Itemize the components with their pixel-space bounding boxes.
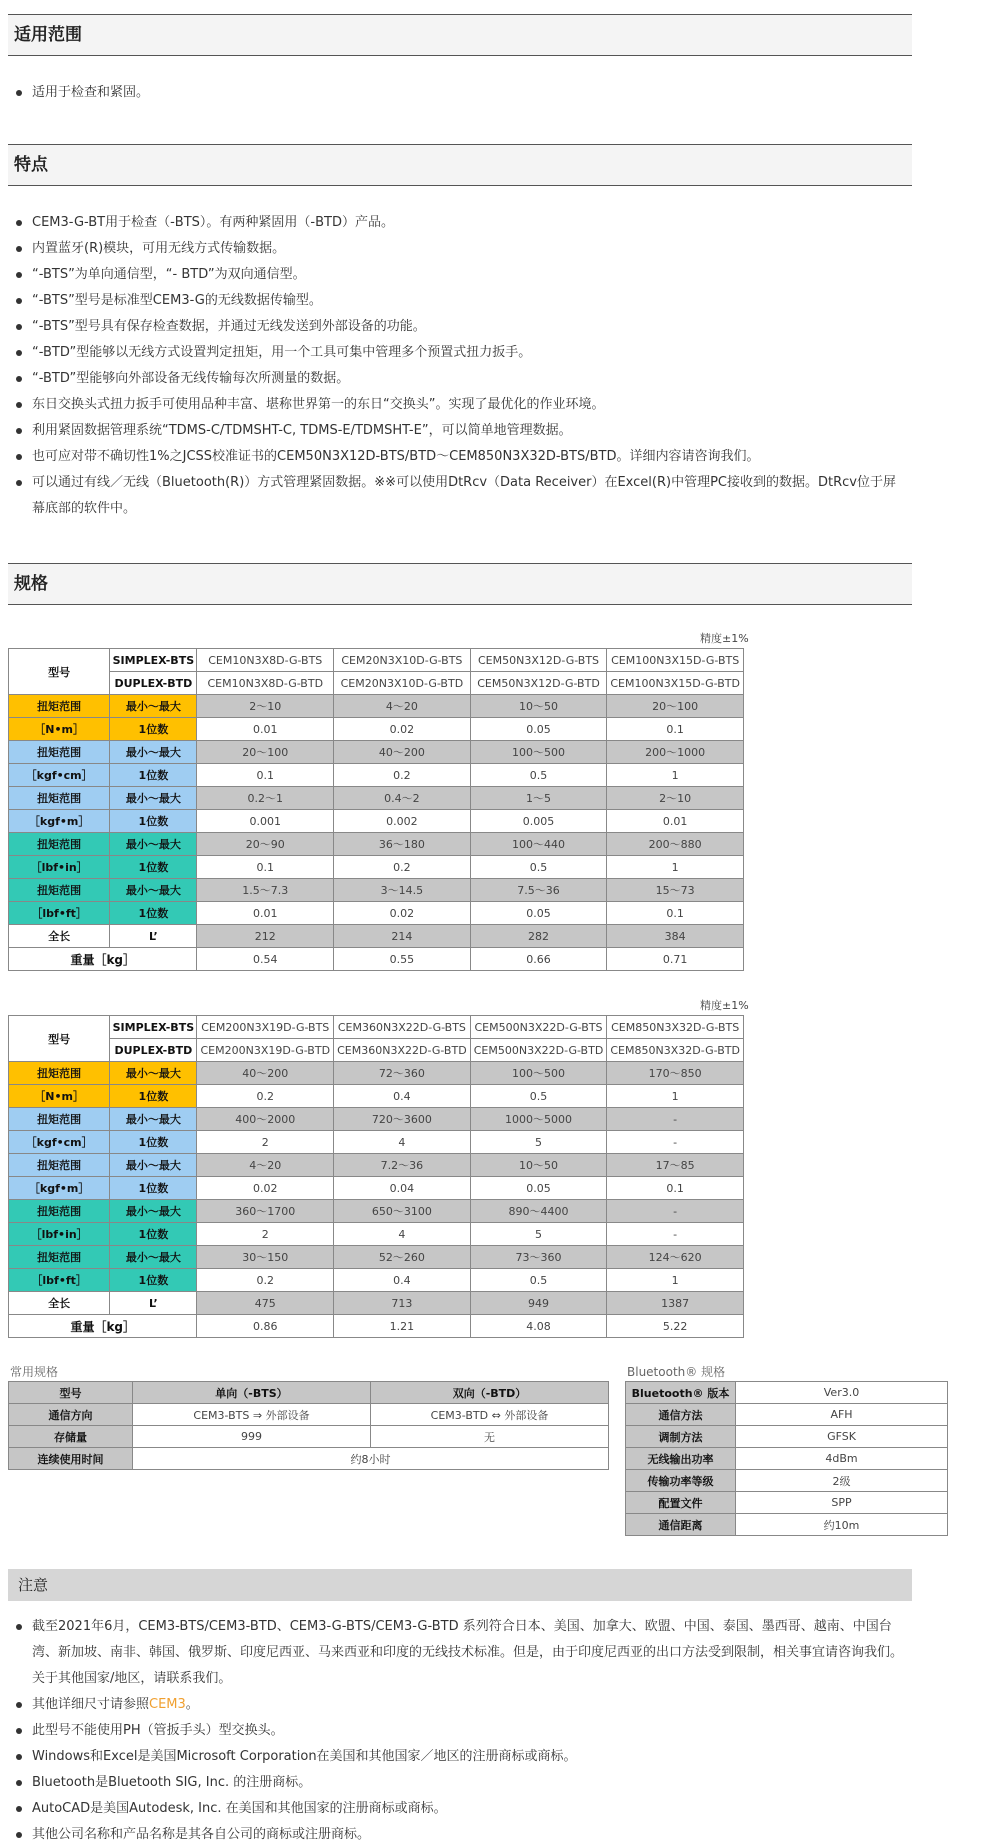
model-name: CEM50N3X12D-G-BTS — [470, 649, 607, 672]
digit-cell: 0.1 — [197, 856, 334, 879]
row-label: Bluetooth® 版本 — [626, 1382, 736, 1404]
table-header-cell: 单向（-BTS） — [133, 1382, 371, 1404]
simplex-label: SIMPLEX-BTS — [110, 649, 197, 672]
model-name: CEM200N3X19D-G-BTD — [197, 1039, 334, 1062]
dims-prefix: 其他详细尺寸请参照 — [32, 1697, 150, 1712]
digit-cell: - — [607, 1223, 744, 1246]
list-item: 利用紧固数据管理系统“TDMS-C/TDMSHT-C, TDMS-E/TDMSHT-E”，可以简单地管理数据。 — [32, 418, 908, 444]
unit-label: ［kgf•m］ — [9, 1177, 110, 1200]
range-cell: 4～20 — [197, 1154, 334, 1177]
min-max-label: 最小～最大 — [110, 879, 197, 902]
digit-cell: 0.05 — [470, 1177, 607, 1200]
digit-cell: 1 — [607, 1085, 744, 1108]
range-cell: 1000～5000 — [470, 1108, 607, 1131]
model-name: CEM10N3X8D-G-BTS — [197, 649, 334, 672]
digit-cell: 1 — [607, 1269, 744, 1292]
range-cell: - — [607, 1200, 744, 1223]
table-header-cell: 双向（-BTD） — [371, 1382, 609, 1404]
list-item — [32, 1692, 908, 1718]
range-cell: 20～90 — [197, 833, 334, 856]
range-cell: 100～500 — [470, 741, 607, 764]
model-label: 型号 — [9, 1016, 110, 1062]
digit-cell: 2 — [197, 1223, 334, 1246]
range-cell: 36～180 — [334, 833, 471, 856]
digit-cell: 0.05 — [470, 718, 607, 741]
table-cell: 999 — [133, 1426, 371, 1448]
length-cell: 713 — [334, 1292, 471, 1315]
min-max-label: 最小～最大 — [110, 1200, 197, 1223]
range-cell: 360～1700 — [197, 1200, 334, 1223]
digit-cell: 0.2 — [197, 1085, 334, 1108]
row-label: 配置文件 — [626, 1492, 736, 1514]
digit-cell: 0.04 — [334, 1177, 471, 1200]
list-item: “-BTS”型号具有保存检查数据，并通过无线发送到外部设备的功能。 — [32, 314, 908, 340]
weight-cell: 0.86 — [197, 1315, 334, 1338]
digit-cell: 0.1 — [607, 1177, 744, 1200]
min-max-label: 最小～最大 — [110, 1154, 197, 1177]
one-digit-label: 1位数 — [110, 1085, 197, 1108]
length-cell: 1387 — [607, 1292, 744, 1315]
weight-cell: 0.54 — [197, 948, 334, 971]
features-header: 特点 — [8, 144, 912, 186]
table-cell: GFSK — [736, 1426, 948, 1448]
one-digit-label: 1位数 — [110, 1177, 197, 1200]
list-item: AutoCAD是美国Autodesk, Inc. 在美国和其他国家的注册商标或商标。 — [32, 1796, 908, 1822]
model-name: CEM500N3X22D-G-BTS — [470, 1016, 607, 1039]
model-name: CEM200N3X19D-G-BTS — [197, 1016, 334, 1039]
length-cell: 949 — [470, 1292, 607, 1315]
digit-cell: 0.005 — [470, 810, 607, 833]
table-cell: AFH — [736, 1404, 948, 1426]
table-cell: 2级 — [736, 1470, 948, 1492]
range-cell: 40～200 — [197, 1062, 334, 1085]
weight-cell: 0.71 — [607, 948, 744, 971]
one-digit-label: 1位数 — [110, 764, 197, 787]
weight-label: 重量［kg］ — [9, 1315, 197, 1338]
one-digit-label: 1位数 — [110, 1223, 197, 1246]
digit-cell: 0.01 — [197, 902, 334, 925]
model-name: CEM850N3X32D-G-BTS — [607, 1016, 744, 1039]
digit-cell: 0.1 — [197, 764, 334, 787]
list-item: 其他公司名称和产品名称是其各自公司的商标或注册商标。 — [32, 1822, 908, 1848]
list-item: 截至2021年6月，CEM3-BTS/CEM3-BTD、CEM3-G-BTS/CEM3-G-BTD 系列符合日本、美国、加拿大、欧盟、中国、泰国、墨西哥、越南、中国台湾、新加坡、南非、韩国、俄罗斯、印度尼西亚、马来西亚和印度的无线技术标准。但是，由于印度尼西亚的出口方法受到限制，相关事宜请咨询我们。关于其他国家/地区，请联系我们。 — [32, 1614, 908, 1692]
min-max-label: 最小～最大 — [110, 1246, 197, 1269]
table-cell: 4dBm — [736, 1448, 948, 1470]
common-specs-table — [8, 1381, 609, 1470]
range-cell: 0.4～2 — [334, 787, 471, 810]
length-label: 全长 — [9, 1292, 110, 1315]
row-label: 无线输出功率 — [626, 1448, 736, 1470]
weight-cell: 0.66 — [470, 948, 607, 971]
range-cell: 17～85 — [607, 1154, 744, 1177]
model-name: CEM100N3X15D-G-BTD — [607, 672, 744, 695]
digit-cell: 0.5 — [470, 764, 607, 787]
specs-header: 规格 — [8, 563, 912, 605]
dims-suffix: 。 — [185, 1697, 199, 1712]
row-label: 通信距离 — [626, 1514, 736, 1536]
digit-cell: 0.2 — [334, 856, 471, 879]
digit-cell: 0.5 — [470, 856, 607, 879]
torque-range-label: 扭矩范围 — [9, 1108, 110, 1131]
length-cell: 212 — [197, 925, 334, 948]
range-cell: 2～10 — [607, 787, 744, 810]
table-cell: Ver3.0 — [736, 1382, 948, 1404]
model-name: CEM20N3X10D-G-BTD — [334, 672, 471, 695]
digit-cell: 0.02 — [197, 1177, 334, 1200]
list-item: “-BTD”型能够以无线方式设置判定扭矩，用一个工具可集中管理多个预置式扭力扳手。 — [32, 340, 908, 366]
list-item: “-BTS”型号是标准型CEM3-G的无线数据传输型。 — [32, 288, 908, 314]
range-cell: 124～620 — [607, 1246, 744, 1269]
model-name: CEM360N3X22D-G-BTS — [334, 1016, 471, 1039]
row-label: 存储量 — [9, 1426, 133, 1448]
digit-cell: 0.001 — [197, 810, 334, 833]
notes-list — [8, 1614, 908, 1848]
row-label: 通信方向 — [9, 1404, 133, 1426]
one-digit-label: 1位数 — [110, 718, 197, 741]
table-header-cell: 型号 — [9, 1382, 133, 1404]
table-cell: 无 — [371, 1426, 609, 1448]
row-label: 连续使用时间 — [9, 1448, 133, 1470]
list-item: 此型号不能使用PH（管扳手头）型交换头。 — [32, 1718, 908, 1744]
digit-cell: 0.4 — [334, 1085, 471, 1108]
precision-note: 精度±1% — [700, 999, 749, 1012]
one-digit-label: 1位数 — [110, 902, 197, 925]
digit-cell: 1 — [607, 856, 744, 879]
table-cell: CEM3-BTD ⇔ 外部设备 — [371, 1404, 609, 1426]
model-label: 型号 — [9, 649, 110, 695]
length-symbol: L’ — [110, 925, 197, 948]
one-digit-label: 1位数 — [110, 1269, 197, 1292]
range-cell: 15～73 — [607, 879, 744, 902]
range-cell: 0.2～1 — [197, 787, 334, 810]
weight-cell: 1.21 — [334, 1315, 471, 1338]
unit-label: ［lbf•ft］ — [9, 1269, 110, 1292]
range-cell: 72～360 — [334, 1062, 471, 1085]
bluetooth-specs-table — [625, 1381, 948, 1536]
list-item: “-BTD”型能够向外部设备无线传输每次所测量的数据。 — [32, 366, 908, 392]
range-cell: 20～100 — [607, 695, 744, 718]
range-cell: - — [607, 1108, 744, 1131]
table-cell: CEM3-BTS ⇒ 外部设备 — [133, 1404, 371, 1426]
model-name: CEM50N3X12D-G-BTD — [470, 672, 607, 695]
weight-label: 重量［kg］ — [9, 948, 197, 971]
torque-range-label: 扭矩范围 — [9, 833, 110, 856]
min-max-label: 最小～最大 — [110, 695, 197, 718]
duplex-label: DUPLEX-BTD — [110, 1039, 197, 1062]
torque-range-label: 扭矩范围 — [9, 1200, 110, 1223]
range-cell: 1.5～7.3 — [197, 879, 334, 902]
digit-cell: 4 — [334, 1223, 471, 1246]
features-list — [8, 210, 908, 522]
digit-cell: 0.2 — [334, 764, 471, 787]
range-cell: 100～440 — [470, 833, 607, 856]
digit-cell: 4 — [334, 1131, 471, 1154]
model-name: CEM850N3X32D-G-BTD — [607, 1039, 744, 1062]
row-label: 传输功率等级 — [626, 1470, 736, 1492]
range-cell: 720～3600 — [334, 1108, 471, 1131]
list-item: Windows和Excel是美国Microsoft Corporation在美国和其他国家／地区的注册商标或商标。 — [32, 1744, 908, 1770]
min-max-label: 最小～最大 — [110, 1062, 197, 1085]
torque-range-label: 扭矩范围 — [9, 1246, 110, 1269]
range-cell: 1～5 — [470, 787, 607, 810]
one-digit-label: 1位数 — [110, 1131, 197, 1154]
table-cell: 约10m — [736, 1514, 948, 1536]
digit-cell: 0.5 — [470, 1085, 607, 1108]
model-name: CEM100N3X15D-G-BTS — [607, 649, 744, 672]
range-cell: 7.2～36 — [334, 1154, 471, 1177]
bluetooth-specs-caption: Bluetooth® 规格 — [627, 1365, 726, 1379]
unit-label: ［lbf•ft］ — [9, 902, 110, 925]
notes-header: 注意 — [8, 1569, 912, 1601]
list-item: 内置蓝牙(R)模块，可用无线方式传输数据。 — [32, 236, 908, 262]
torque-range-label: 扭矩范围 — [9, 1062, 110, 1085]
duplex-label: DUPLEX-BTD — [110, 672, 197, 695]
unit-label: ［kgf•m］ — [9, 810, 110, 833]
min-max-label: 最小～最大 — [110, 833, 197, 856]
range-cell: 7.5～36 — [470, 879, 607, 902]
torque-range-label: 扭矩范围 — [9, 879, 110, 902]
range-cell: 170～850 — [607, 1062, 744, 1085]
range-cell: 200～880 — [607, 833, 744, 856]
range-cell: 2～10 — [197, 695, 334, 718]
digit-cell: 0.4 — [334, 1269, 471, 1292]
weight-cell: 5.22 — [607, 1315, 744, 1338]
list-item: 东日交换头式扭力扳手可使用品种丰富、堪称世界第一的东日“交换头”。实现了最优化的作业环境。 — [32, 392, 908, 418]
digit-cell: 0.2 — [197, 1269, 334, 1292]
length-label: 全长 — [9, 925, 110, 948]
weight-cell: 4.08 — [470, 1315, 607, 1338]
model-name: CEM500N3X22D-G-BTD — [470, 1039, 607, 1062]
length-symbol: L’ — [110, 1292, 197, 1315]
range-cell: 200～1000 — [607, 741, 744, 764]
length-cell: 475 — [197, 1292, 334, 1315]
simplex-label: SIMPLEX-BTS — [110, 1016, 197, 1039]
min-max-label: 最小～最大 — [110, 787, 197, 810]
digit-cell: 5 — [470, 1223, 607, 1246]
digit-cell: 0.01 — [197, 718, 334, 741]
row-label: 通信方法 — [626, 1404, 736, 1426]
weight-cell: 0.55 — [334, 948, 471, 971]
range-cell: 3～14.5 — [334, 879, 471, 902]
precision-note: 精度±1% — [700, 632, 749, 645]
digit-cell: 0.01 — [607, 810, 744, 833]
range-cell: 40～200 — [334, 741, 471, 764]
range-cell: 4～20 — [334, 695, 471, 718]
row-label: 调制方法 — [626, 1426, 736, 1448]
unit-label: ［kgf•cm］ — [9, 1131, 110, 1154]
list-item: 可以通过有线／无线（Bluetooth(R)）方式管理紧固数据。※※可以使用DtRcv（Data Receiver）在Excel(R)中管理PC接收到的数据。DtRcv位于屏幕底部的软件中。 — [32, 470, 908, 522]
scope-header: 适用范围 — [8, 14, 912, 56]
min-max-label: 最小～最大 — [110, 1108, 197, 1131]
range-cell: 52～260 — [334, 1246, 471, 1269]
range-cell: 10～50 — [470, 695, 607, 718]
range-cell: 650～3100 — [334, 1200, 471, 1223]
list-item: 适用于检查和紧固。 — [32, 80, 908, 106]
digit-cell: 0.002 — [334, 810, 471, 833]
unit-label: ［lbf•in］ — [9, 856, 110, 879]
list-item: “-BTS”为单向通信型，“- BTD”为双向通信型。 — [32, 262, 908, 288]
min-max-label: 最小～最大 — [110, 741, 197, 764]
list-item: Bluetooth是Bluetooth SIG, Inc. 的注册商标。 — [32, 1770, 908, 1796]
length-cell: 384 — [607, 925, 744, 948]
range-cell: 100～500 — [470, 1062, 607, 1085]
range-cell: 10～50 — [470, 1154, 607, 1177]
digit-cell: 2 — [197, 1131, 334, 1154]
range-cell: 73～360 — [470, 1246, 607, 1269]
digit-cell: 1 — [607, 764, 744, 787]
unit-label: ［N•m］ — [9, 718, 110, 741]
range-cell: 400～2000 — [197, 1108, 334, 1131]
digit-cell: 0.1 — [607, 718, 744, 741]
digit-cell: 5 — [470, 1131, 607, 1154]
spec-table — [8, 648, 744, 971]
unit-label: ［lbf•in］ — [9, 1223, 110, 1246]
torque-range-label: 扭矩范围 — [9, 695, 110, 718]
one-digit-label: 1位数 — [110, 810, 197, 833]
model-name: CEM10N3X8D-G-BTD — [197, 672, 334, 695]
length-cell: 214 — [334, 925, 471, 948]
scope-list — [8, 80, 908, 106]
unit-label: ［N•m］ — [9, 1085, 110, 1108]
torque-range-label: 扭矩范围 — [9, 787, 110, 810]
range-cell: 20～100 — [197, 741, 334, 764]
digit-cell: 0.5 — [470, 1269, 607, 1292]
cem3-link[interactable]: CEM3 — [149, 1697, 186, 1712]
digit-cell: 0.02 — [334, 718, 471, 741]
digit-cell: 0.02 — [334, 902, 471, 925]
unit-label: ［kgf•cm］ — [9, 764, 110, 787]
model-name: CEM20N3X10D-G-BTS — [334, 649, 471, 672]
list-item: CEM3-G-BT用于检查（-BTS）。有两种紧固用（-BTD）产品。 — [32, 210, 908, 236]
range-cell: 30～150 — [197, 1246, 334, 1269]
torque-range-label: 扭矩范围 — [9, 1154, 110, 1177]
range-cell: 890～4400 — [470, 1200, 607, 1223]
torque-range-label: 扭矩范围 — [9, 741, 110, 764]
table-cell: SPP — [736, 1492, 948, 1514]
digit-cell: 0.1 — [607, 902, 744, 925]
one-digit-label: 1位数 — [110, 856, 197, 879]
model-name: CEM360N3X22D-G-BTD — [334, 1039, 471, 1062]
common-specs-caption: 常用规格 — [10, 1365, 59, 1379]
spec-table — [8, 1015, 744, 1338]
digit-cell: 0.05 — [470, 902, 607, 925]
digit-cell: - — [607, 1131, 744, 1154]
length-cell: 282 — [470, 925, 607, 948]
list-item: 也可应对带不确切性1%之JCSS校准证书的CEM50N3X12D-BTS/BTD～CEM850N3X32D-BTS/BTD。详细内容请咨询我们。 — [32, 444, 908, 470]
table-cell: 约8小时 — [133, 1448, 609, 1470]
